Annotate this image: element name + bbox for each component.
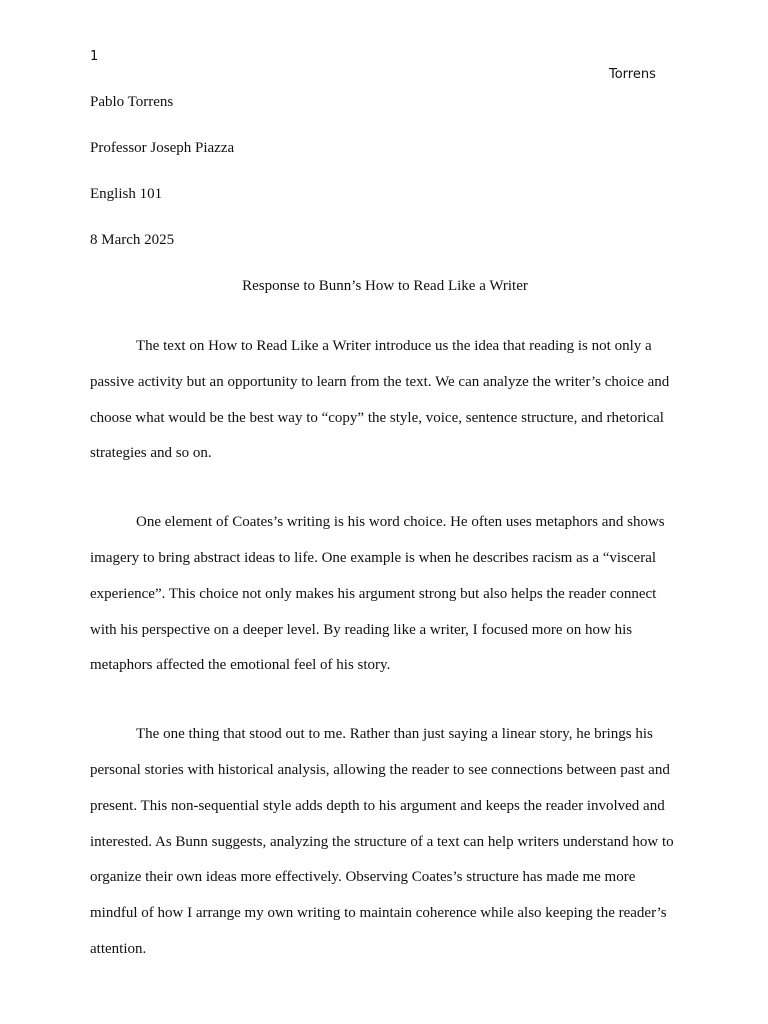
paragraph-1: The text on How to Read Like a Writer introduce us the idea that reading is not only a passive activity but an opportunity to learn from the text. We can analyze the writer’s choice and choose what would be the best way to “copy” the style, voice, sentence structure, and rhetorical strategies and so on. [90, 338, 670, 462]
essay-title: Response to Bunn’s How to Read Like a Writer [242, 278, 528, 294]
author-name: Pablo Torrens [90, 94, 174, 110]
paragraph-3: The one thing that stood out to me. Rather than just saying a linear story, he brings his personal stories with historical analysis, allowing the reader to see connections between past and present. This non-sequential style adds depth to his argument and keeps the reader involved and interested. As Bunn suggests, analyzing the structure of a text can help writers understand how to organize their own ideas more effectively. Observing Coates’s structure has made me more mindful of how I arrange my own writing to maintain coherence while also keeping the reader’s attention. [90, 726, 674, 957]
running-head: Torrens [609, 67, 656, 82]
professor-name: Professor Joseph Piazza [90, 140, 235, 156]
essay-date: 8 March 2025 [90, 232, 175, 248]
course-name: English 101 [90, 186, 163, 202]
document-body [90, 92, 680, 968]
paragraph-2: One element of Coates’s writing is his word choice. He often uses metaphors and shows imagery to bring abstract ideas to life. One example is when he describes racism as a “visceral experience”. This choice not only makes his argument strong but also helps the reader connect with his perspective on a deeper level. By reading like a writer, I focused more on how his metaphors affected the emotional feel of his story. [90, 514, 665, 674]
page-number: 1 [90, 49, 99, 64]
